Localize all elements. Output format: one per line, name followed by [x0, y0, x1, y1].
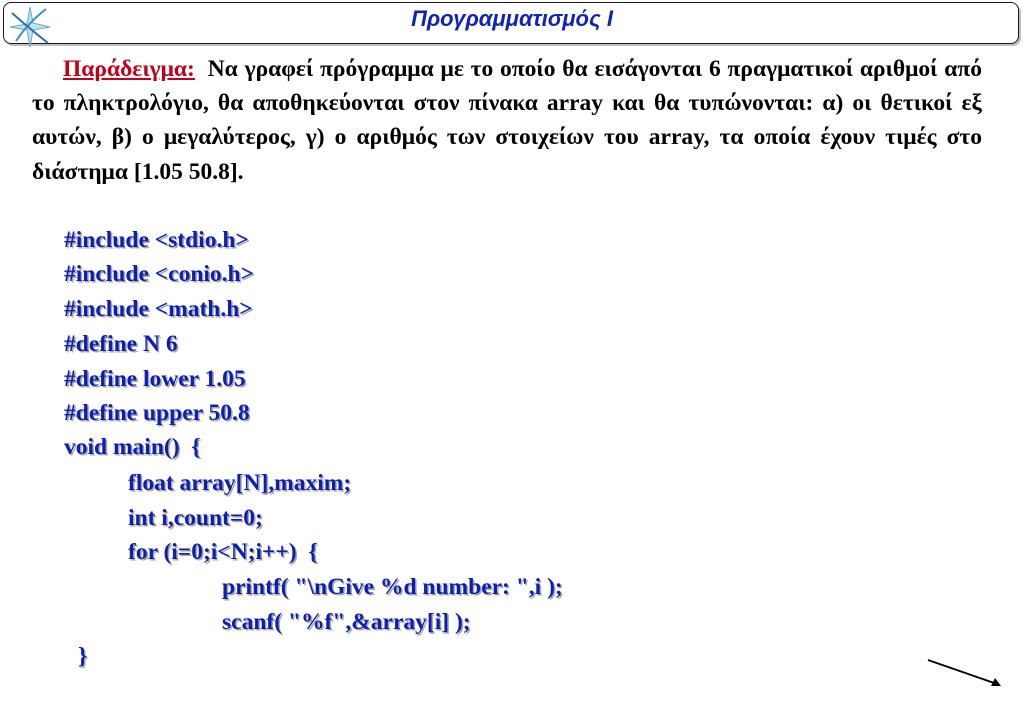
code-line-include-stdio: #include <stdio.h>	[64, 227, 249, 253]
example-label: Παράδειγμα:	[63, 56, 195, 82]
code-line-include-conio: #include <conio.h>	[64, 261, 255, 287]
arrow-right-down-icon[interactable]	[925, 656, 1005, 690]
exercise-paragraph	[32, 52, 982, 189]
slide-title: Προγραμματισμός Ι	[411, 6, 613, 31]
code-line-float-decl: float array[N],maxim;	[128, 470, 352, 496]
code-line-include-math: #include <math.h>	[64, 296, 253, 322]
code-line-int-decl: int i,count=0;	[128, 505, 263, 531]
code-line-define-n: #define N 6	[64, 331, 178, 357]
slide-header	[3, 2, 1019, 44]
code-line-define-upper: #define upper 50.8	[64, 400, 250, 426]
code-line-scanf: scanf( "%f",&array[i] );	[222, 609, 471, 635]
code-line-printf: printf( "\nGive %d number: ",i );	[222, 574, 563, 600]
exercise-text: Να γραφεί πρόγραμμα με το οποίο θα εισάγονται 6 πραγματικοί αριθμοί από το πληκτρολόγιο, θα αποθηκεύονται στον πίνακα array και θα τυπώνονται: α) οι θετικοί εξ αυτών, β) ο μεγαλύτερος, γ) ο αριθμός των στοιχείων του array, τα οποία έχουν τιμές στο διάστημα [1.05 50.8].	[32, 56, 982, 185]
code-line-for-loop: for (i=0;i<N;i++) {	[128, 539, 318, 565]
code-line-close-brace: }	[78, 643, 88, 669]
code-line-void-main: void main() {	[64, 434, 201, 460]
code-line-define-lower: #define lower 1.05	[64, 366, 246, 392]
